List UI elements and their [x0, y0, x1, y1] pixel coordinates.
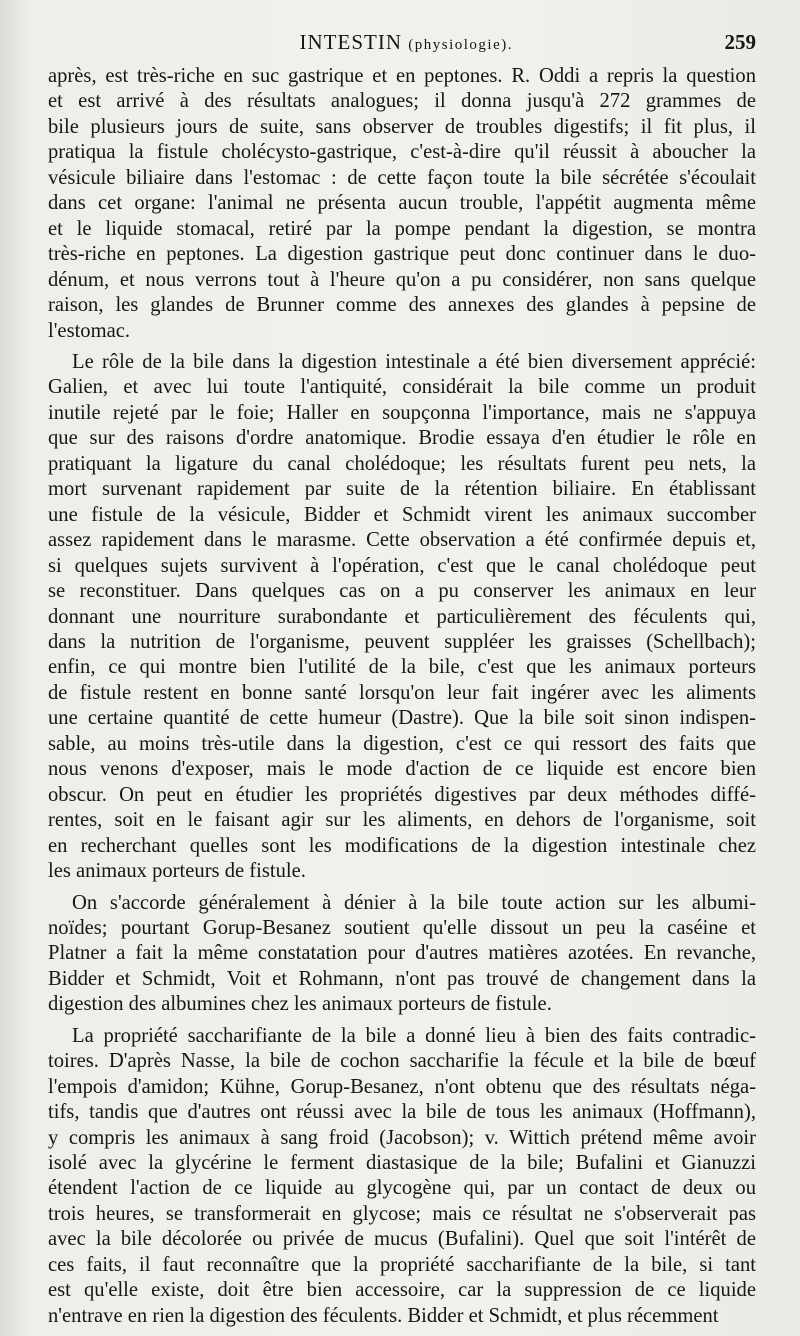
- text-line: tifs, tandis que d'autres ont réussi avec la bile de tous les animaux (Hoffmann),: [48, 1101, 756, 1124]
- text-line: bile plusieurs jours de suite, sans observer de troubles digestifs; il fit plus, il: [48, 115, 756, 138]
- text-line: On s'accorde généralement à dénier à la bile toute action sur les albumi-: [72, 891, 756, 914]
- text-line: ces faits, il faut reconnaître que la propriété saccharifiante de la bile, si tant: [48, 1253, 756, 1276]
- text-line: nous venons d'exposer, mais le mode d'action de ce liquide est encore bien: [48, 758, 756, 781]
- text-line: l'empois d'amidon; Kühne, Gorup-Besanez, n'ont obtenu que des résultats néga-: [48, 1075, 756, 1098]
- text-line: toires. D'après Nasse, la bile de cochon saccharifie la fécule et la bile de bœuf: [48, 1050, 756, 1073]
- text-line: pratiquant la ligature du canal cholédoque; les résultats furent peu nets, la: [48, 452, 756, 475]
- paragraph: [48, 350, 756, 885]
- text-line: et est arrivé à des résultats analogues; il donna jusqu'à 272 grammes de: [48, 90, 756, 113]
- text-line: Bidder et Schmidt, Voit et Rohmann, n'ont pas trouvé de changement dans la: [48, 967, 756, 990]
- text-line: avec la bile décolorée ou privée de mucus (Bufalini). Quel que soit l'intérêt de: [48, 1228, 756, 1251]
- text-line: que sur des raisons d'ordre anatomique. Brodie essaya d'en étudier le rôle en: [48, 427, 756, 450]
- text-line: isolé avec la glycérine le ferment diastasique de la bile; Bufalini et Gianuzzi: [48, 1152, 756, 1175]
- text-line: donnant une nourriture surabondante et particulièrement des féculents qui,: [48, 605, 756, 628]
- text-line: l'estomac.: [48, 319, 131, 342]
- text-line: sable, au moins très-utile dans la digestion, c'est ce qui ressort des faits que: [48, 732, 756, 755]
- paragraph: [48, 64, 756, 344]
- text-line: très-riche en peptones. La digestion gastrique peut donc continuer dans le duo-: [48, 243, 756, 266]
- text-line: après, est très-riche en suc gastrique et en peptones. R. Oddi a repris la question: [48, 65, 756, 87]
- running-title-sub: (physiologie).: [408, 37, 513, 53]
- running-title-main: INTESTIN: [299, 30, 402, 54]
- text-line: une fistule de la vésicule, Bidder et Schmidt virent les animaux succomber: [48, 503, 756, 526]
- text-line: dans la nutrition de l'organisme, peuvent suppléer les graisses (Schellbach);: [48, 630, 756, 653]
- text-line: en recherchant quelles sont les modifications de la digestion intestinale chez: [48, 834, 756, 857]
- text-line: raison, les glandes de Brunner comme des annexes des glandes à pepsine de: [48, 294, 756, 317]
- text-line: inutile rejeté par le foie; Haller en soupçonna l'importance, mais ne s'appuya: [48, 401, 756, 424]
- text-line: est qu'elle existe, doit être bien accessoire, car la suppression de ce liquide: [48, 1279, 756, 1302]
- text-line: rentes, soit en le faisant agir sur les aliments, en dehors de l'organisme, soit: [48, 809, 756, 832]
- text-line: trois heures, se transformerait en glycose; mais ce résultat ne s'observerait pas: [48, 1202, 756, 1225]
- text-line: noïdes; pourtant Gorup-Besanez soutient qu'elle dissout un peu la caséine et: [48, 916, 756, 939]
- text-line: n'entrave en rien la digestion des féculents. Bidder et Schmidt, et plus récemment: [48, 1304, 719, 1327]
- text-line: La propriété saccharifiante de la bile a donné lieu à bien des faits contradic-: [72, 1024, 756, 1047]
- text-line: de fistule restent en bonne santé lorsqu'on leur fait ingérer avec les aliments: [48, 681, 756, 704]
- text-line: dans cet organe: l'animal ne présenta aucun trouble, l'appétit augmenta même: [48, 192, 756, 215]
- page-number: 259: [724, 30, 756, 54]
- text-line: Le rôle de la bile dans la digestion intestinale a été bien diversement apprécié:: [72, 350, 756, 373]
- text-line: si quelques sujets survivent à l'opération, c'est que le canal cholédoque peut: [48, 554, 756, 577]
- text-line: les animaux porteurs de fistule.: [48, 860, 306, 883]
- text-line: vésicule biliaire dans l'estomac : de cette façon toute la bile sécrétée s'écoulait: [48, 166, 756, 189]
- running-title: [48, 30, 725, 55]
- text-line: pratiqua la fistule cholécysto-gastrique, c'est-à-dire qu'il réussit à aboucher la: [48, 141, 756, 164]
- body-text: [48, 64, 756, 1329]
- paragraph: [48, 891, 756, 1018]
- text-line: et le liquide stomacal, retiré par la pompe pendant la digestion, se montra: [48, 217, 756, 240]
- text-line: étendent l'action de ce liquide au glycogène qui, par un contact de deux ou: [48, 1177, 756, 1200]
- text-line: mort survenant rapidement par suite de la rétention biliaire. En établissant: [48, 478, 756, 501]
- text-line: une certaine quantité de cette humeur (Dastre). Que la bile soit sinon indispen-: [48, 707, 756, 730]
- text-line: Platner a fait la même constatation pour d'autres matières azotées. En revanche,: [48, 942, 756, 965]
- text-line: obscur. On peut en étudier les propriétés digestives par deux méthodes diffé-: [48, 783, 756, 806]
- text-line: dénum, et nous verrons tout à l'heure qu'on a pu considérer, non sans quelque: [48, 268, 756, 291]
- running-head: [48, 30, 756, 64]
- text-line: assez rapidement dans le marasme. Cette observation a été confirmée depuis et,: [48, 529, 756, 552]
- text-line: Galien, et avec lui toute l'antiquité, considérait la bile comme un produit: [48, 376, 756, 399]
- text-line: enfin, ce qui montre bien l'utilité de la bile, c'est que les animaux porteurs: [48, 656, 756, 679]
- paragraph: [48, 1024, 756, 1329]
- text-line: se reconstituer. Dans quelques cas on a pu conserver les animaux en leur: [48, 580, 756, 603]
- text-line: digestion des albumines chez les animaux porteurs de fistule.: [48, 993, 552, 1016]
- text-line: y compris les animaux à sang froid (Jacobson); v. Wittich prétend même avoir: [48, 1126, 756, 1149]
